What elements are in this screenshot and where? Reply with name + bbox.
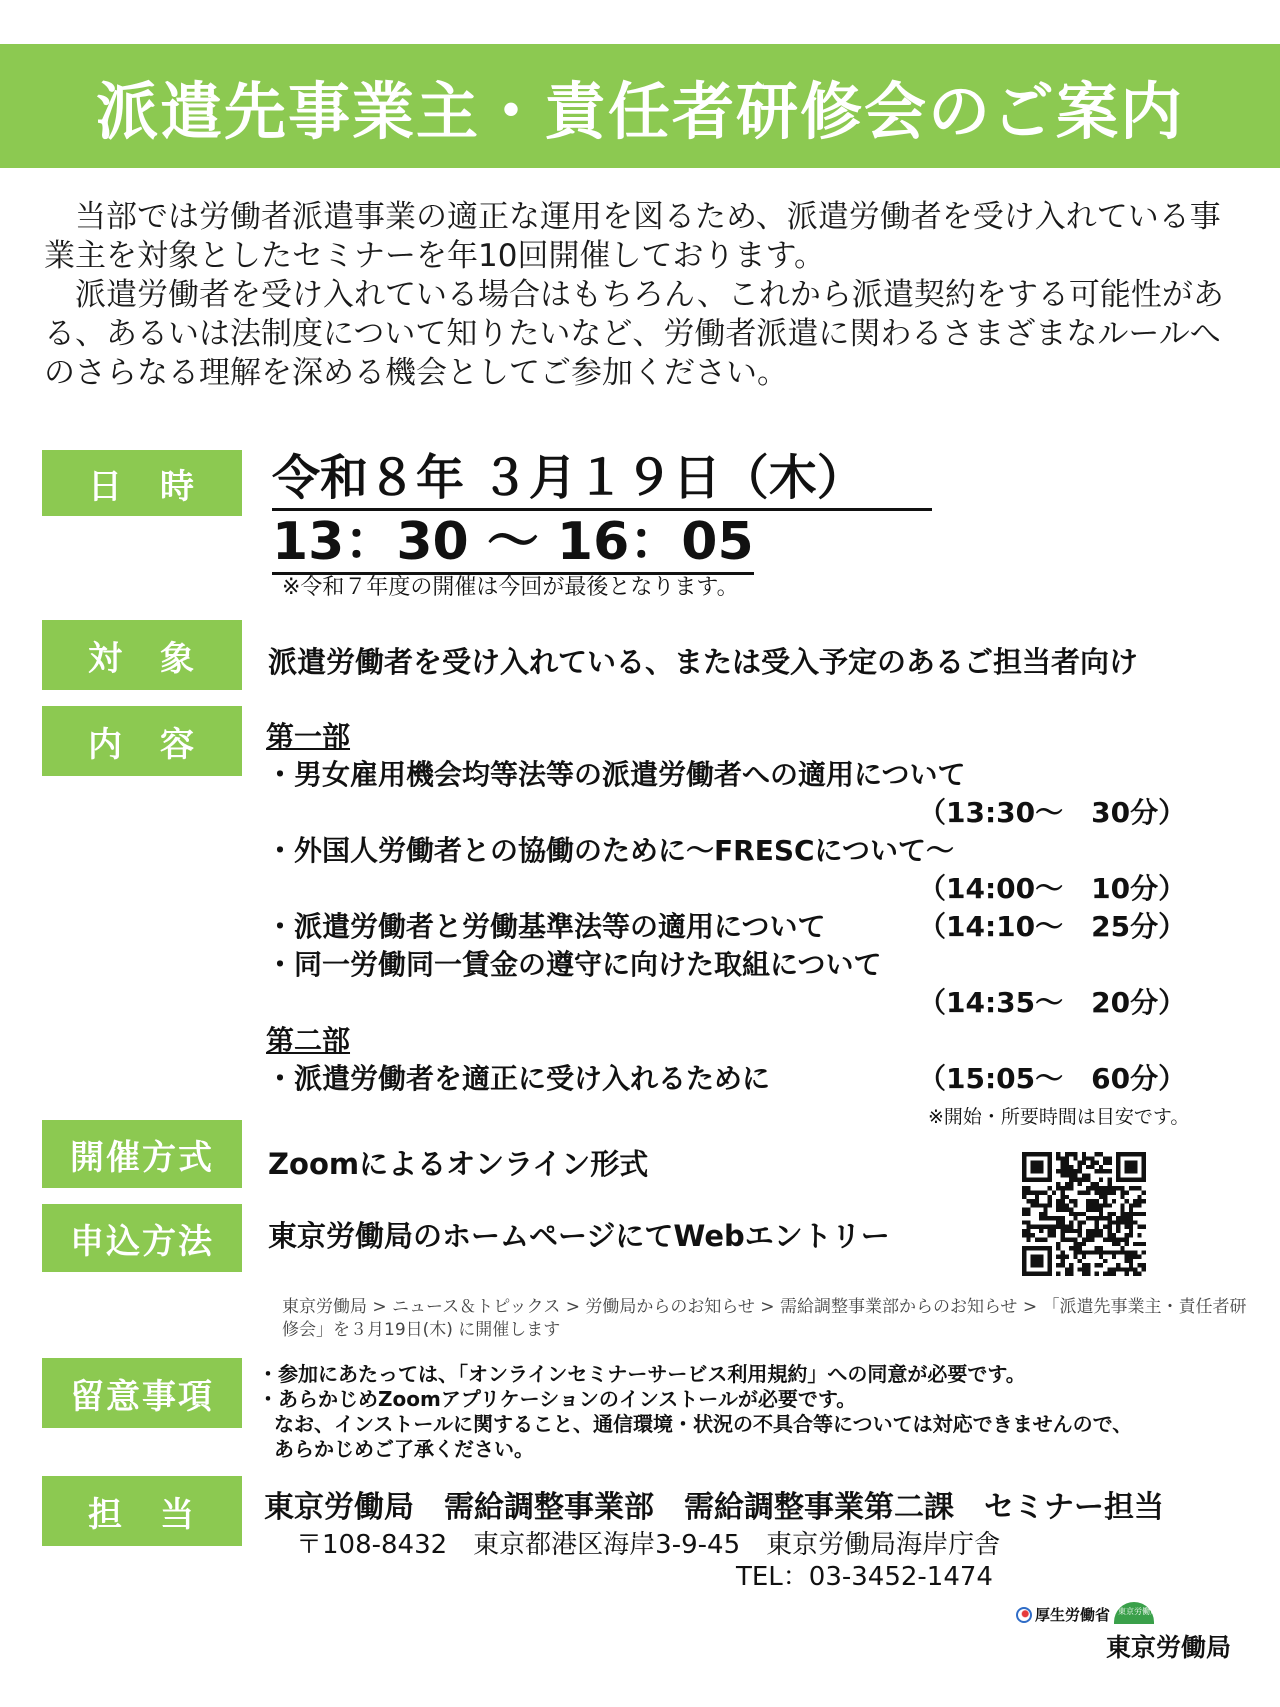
program-item-time: （13:30～ 30分） — [918, 796, 1187, 829]
intro-text — [44, 198, 1244, 393]
program-item-time: （15:05～ 60分） — [918, 1062, 1187, 1095]
format-text: Zoomによるオンライン形式 — [268, 1147, 649, 1181]
qr-code-icon[interactable] — [1022, 1152, 1146, 1276]
notes-list — [258, 1362, 1238, 1462]
contact-address: 〒108-8432 東京都港区海岸3-9-45 東京労働局海岸庁舎 — [296, 1530, 1001, 1560]
contact-name: 東京労働局 需給調整事業部 需給調整事業第二課 セミナー担当 — [264, 1490, 1164, 1525]
tokyo-labour-bureau-logo: 東京労働局 — [1106, 1633, 1232, 1662]
label-datetime: 日 時 — [42, 450, 242, 516]
event-date: 令和８年 ３月１９日（木） — [272, 448, 932, 511]
tokyo-bureau-mark-label: 東京労働局 — [1118, 1607, 1158, 1616]
label-apply: 申込方法 — [42, 1204, 242, 1272]
program-item-text: ・男女雇用機会均等法等の派遣労働者への適用について — [266, 758, 966, 791]
program-item — [266, 1060, 1206, 1098]
intro-paragraph-1: 当部では労働者派遣事業の適正な運用を図るため、派遣労働者を受け入れている事業主を対象としたセミナーを年10回開催しております。 — [44, 199, 1221, 274]
program-item-text: ・派遣労働者と労働基準法等の適用について — [266, 910, 826, 943]
intro-paragraph-2: 派遣労働者を受け入れている場合はもちろん、これから派遣契約をする可能性がある、あるいは法制度について知りたいなど、労働者派遣に関わるさまざまなルールへのさらなる理解を深める機会としてご参加ください。 — [44, 277, 1224, 391]
note-item: ・あらかじめZoomアプリケーションのインストールが必要です。 — [258, 1387, 857, 1411]
label-notes: 留意事項 — [42, 1358, 242, 1428]
program-item-time-row — [266, 870, 1206, 908]
part-2-title: 第二部 — [266, 1024, 351, 1057]
program-item-time: （14:00～ 10分） — [918, 872, 1187, 905]
event-date-note: ※令和７年度の開催は今回が最後となります。 — [282, 575, 739, 600]
note-item: あらかじめご了承ください。 — [274, 1437, 534, 1461]
content-time-note: ※開始・所要時間は目安です。 — [928, 1106, 1190, 1128]
mhlw-logo — [1016, 1604, 1110, 1625]
program-item-time-row — [266, 984, 1206, 1022]
program-item-time: （14:35～ 20分） — [918, 986, 1187, 1019]
content-program — [266, 718, 1206, 1098]
program-item-text: ・同一労働同一賃金の遵守に向けた取組について — [266, 948, 882, 981]
label-target: 対 象 — [42, 620, 242, 690]
program-item-time-row — [266, 794, 1206, 832]
footer-logos — [1010, 1600, 1250, 1670]
label-contact: 担 当 — [42, 1476, 242, 1546]
label-format: 開催方式 — [42, 1120, 242, 1188]
label-content: 内 容 — [42, 706, 242, 776]
program-item — [266, 832, 1206, 870]
mhlw-name: 厚生労働省 — [1035, 1606, 1111, 1624]
program-item — [266, 946, 1206, 984]
apply-text: 東京労働局のホームページにてWebエントリー — [268, 1219, 890, 1253]
website-breadcrumb: 東京労働局 > ニュース＆トピックス > 労働局からのお知らせ > 需給調整事業部からのお知らせ > 「派遣先事業主・責任者研修会」を３月19日(木) に開催します — [282, 1297, 1247, 1340]
program-item-text: ・派遣労働者を適正に受け入れるために — [266, 1062, 771, 1095]
page-title: 派遣先事業主・責任者研修会のご案内 — [0, 44, 1280, 168]
note-item: なお、インストールに関すること、通信環境・状況の不具合等については対応できませんので、 — [274, 1412, 1133, 1436]
target-text: 派遣労働者を受け入れている、または受入予定のあるご担当者向け — [268, 645, 1139, 679]
part-1-title: 第一部 — [266, 720, 351, 753]
note-item: ・参加にあたっては、「オンラインセミナーサービス利用規約」への同意が必要です。 — [258, 1362, 1026, 1386]
program-item-time: （14:10～ 25分） — [918, 910, 1187, 943]
program-item — [266, 908, 1206, 946]
program-item — [266, 756, 1206, 794]
mhlw-mark-icon — [1016, 1607, 1032, 1623]
program-item-text: ・外国人労働者との協働のために～FRESCについて～ — [266, 834, 954, 867]
event-time: 13：30 ～ 16：05 — [272, 512, 754, 575]
contact-tel: TEL：03-3452-1474 — [736, 1562, 993, 1592]
